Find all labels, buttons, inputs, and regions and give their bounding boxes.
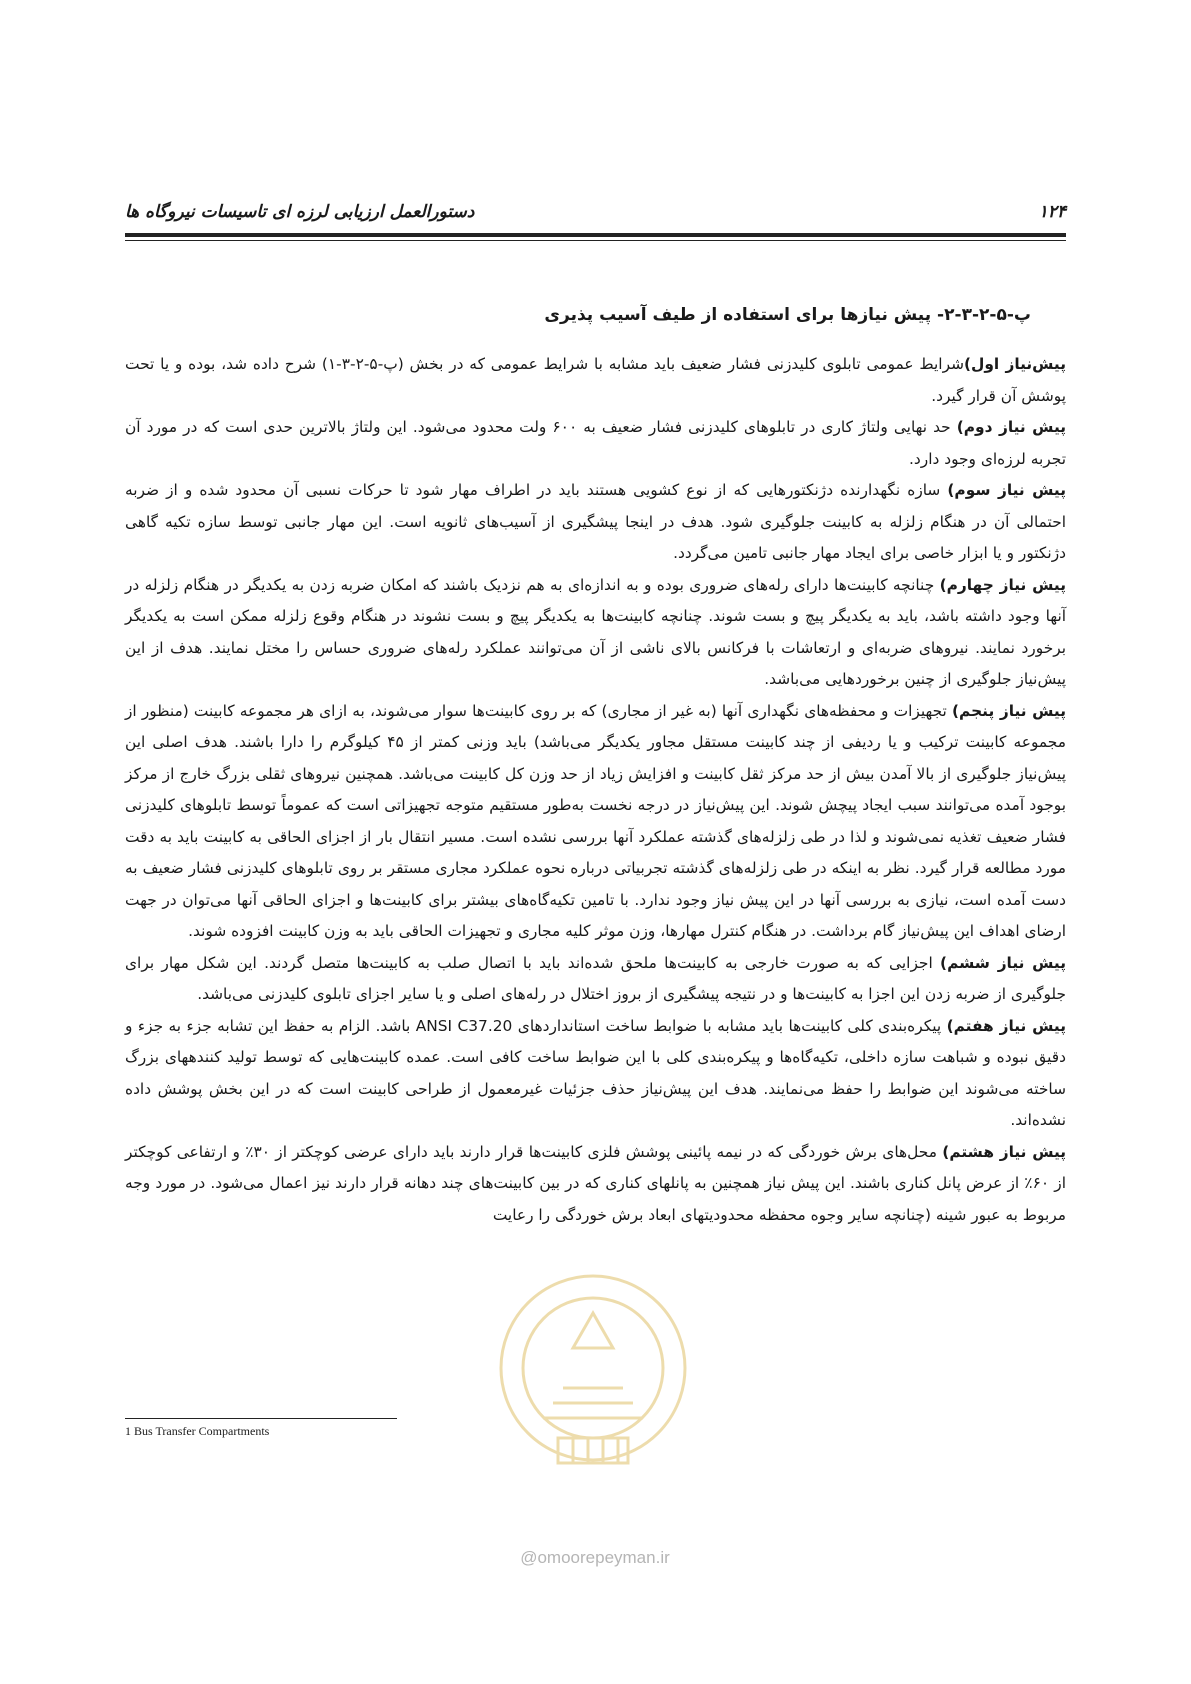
paragraph-text: تجهیزات و محفظه‌های نگهداری آنها (به غیر از مجاری) که بر روی کابینت‌ها سوار می‌شوند، به ازای هر مجموعه کابینت (منظور از مجموعه کابینت ترکیب و یا ردیفی از چند کابینت مستقل مجاور یکدیگر می‌باشد) باید وزنی کمتر از ۴۵ کیلوگرم را دارا باشند. هدف اصلی این پیش‌نیاز جلوگیری از بالا آمدن بیش از حد مرکز ثقل کابینت و افزایش زیاد از حد وزن کل کابینت می‌باشد. همچنین نیروهای ثقلی بزرگ خارج از مرکز بوجود آمده می‌توانند سبب ایجاد پیچش شوند. این پیش‌نیاز در درجه نخست به‌طور مستقیم متوجه تجهیزاتی است که عموماً توسط تابلوهای کلیدزنی فشار ضعیف تغذیه نمی‌شوند و لذا در طی زلزله‌های گذشته عملکرد آنها بررسی نشده است. مسیر انتقال بار از اجزای الحاقی به کابینت باید به دقت مورد مطالعه قرار گیرد. نظر به اینکه در طی زلزله‌های گذشته تجربیاتی درباره نحوه عملکرد مجاری مستقر بر روی تابلوهای کلیدزنی فشار ضعیف به دست آمده است، نیازی به بررسی آنها در این پیش نیاز وجود ندارد. با تامین تکیه‌گاه‌های بیشتر برای کابینت‌ها و اجزای الحاقی آنها می‌توان در جهت ارضای اهداف این پیش‌نیاز گام برداشت. در هنگام کنترل مهارها، وزن موثر کلیه مجاری و تجهیزات الحاقی باید به وزن کابینت افزوده شوند. [125,701,1066,940]
section-title: پ-۵-۲-۳-۲- پیش نیازها برای استفاده از طیف آسیب پذیری [544,305,1031,325]
paragraph-lead: پیش نیاز ششم) [940,953,1066,972]
paragraph-prerequisite-5 [125,696,1066,948]
paragraph-lead: پیش نیاز هشتم) [942,1142,1067,1161]
paragraph-lead: پیش نیاز پنجم) [951,701,1066,720]
paragraph-prerequisite-1 [125,349,1066,412]
paragraph-text: حد نهایی ولتاژ کاری در تابلوهای کلیدزنی فشار ضعیف به ۶۰۰ ولت محدود می‌شود. این ولتاژ بالاترین حدی است که در مورد آن تجربه لرزه‌ای وجود دارد. [125,418,1066,468]
paragraph-lead: پیش نیاز هفتم) [946,1016,1066,1035]
paragraph-lead: پیش نیاز چهارم) [939,575,1066,594]
paragraph-lead: پیش نیاز دوم) [956,418,1067,436]
paragraph-text: محل‌های برش خوردگی که در نیمه پائینی پوشش فلزی کابینت‌ها قرار دارند باید دارای عرضی کوچکتر از ۳۰٪ و ارتفاعی کوچکتر از ۶۰٪ از عرض پانل کناری باشند. این پیش نیاز همچنین به پانلهای کناری که در بین کابینت‌های چند دهانه قرار دارند نیز اعمال می‌شود. در مورد وجه مربوط به عبور شینه (چنانچه سایر وجوه محفظه محدودیتهای ابعاد برش خوردگی را رعایت [125,1142,1066,1224]
paragraph-text: سازه نگهدارنده دژنکتورهایی که از نوع کشویی هستند باید در اطراف مهار شود تا حرکات نسبی آن محدود شده و از ضربه احتمالی آن در هنگام زلزله به کابینت جلوگیری شود. هدف در اینجا پیشگیری از آسیب‌های ثانویه است. این مهار جانبی توسط سازه تکیه گاهی دژنکتور و یا ابزار خاصی برای ایجاد مهار جانبی تامین می‌گردد. [125,481,1066,562]
header-rule-thick [125,233,1066,237]
watermark-logo [468,1268,718,1478]
footnote: 1 Bus Transfer Compartments [125,1424,270,1438]
paragraph-text: پیکره‌بندی کلی کابینت‌ها باید مشابه با ضوابط ساخت استانداردهای ANSI C37.20 باشد. الزام به حفظ این تشابه جزء به جزء و دقیق نبوده و شباهت سازه داخلی، تکیه‌گاه‌ها و پیکره‌بندی کلی با این ضوابط ساخت کافی است. عمده کابینت‌هایی که توسط تولید کنندههای بزرگ ساخته می‌شوند این ضوابط را حفظ می‌نمایند. هدف این پیش‌نیاز حذف جزئیات غیرمعمول از طراحی کابینت است که در این بخش پوشش داده نشده‌اند. [125,1016,1066,1129]
paragraph-lead: پیش‌نیاز اول) [963,355,1066,373]
paragraph-lead: پیش نیاز سوم) [947,481,1066,499]
paragraph-text: اجزایی که به صورت خارجی به کابینت‌ها ملحق شده‌اند باید با اتصال صلب به کابینت‌ها متصل گردند. این شکل مهار برای جلوگیری از ضربه زدن این اجزا به کابینت‌ها و در نتیجه پیشگیری از بروز اختلال در رله‌های اصلی و یا سایر اجزای تابلوی کلیدزنی می‌باشد. [125,953,1066,1003]
paragraph-text: شرایط عمومی تابلوی کلیدزنی فشار ضعیف باید مشابه با شرایط عمومی که در بخش (پ-۵-۲-۳-۱) شرح داده شد، بوده و یا تحت پوشش آن قرار گیرد. [125,355,1066,405]
paragraph-prerequisite-3 [125,475,1066,570]
paragraph-text: چنانچه کابینت‌ها دارای رله‌های ضروری بوده و به اندازه‌ای به هم نزدیک باشند که امکان ضربه زدن به یکدیگر در هنگام زلزله در آنها وجود داشته باشد، باید به یکدیگر پیچ و بست شوند. چنانچه کابینت‌ها به یکدیگر پیچ و بست نشوند در هنگام وقوع زلزله ممکن است به یکدیگر برخورد نمایند. نیروهای ضربه‌ای و ارتعاشات با فرکانس بالای ناشی از آن می‌توانند عملکرد رله‌های ضروری حساس را مختل نمایند. هدف از این پیش‌نیاز جلوگیری از چنین برخوردهایی می‌باشد. [125,575,1066,688]
running-title: دستورالعمل ارزیابی لرزه ای تاسیسات نیروگاه ها [125,202,475,222]
header-rule-thin [125,240,1066,241]
paragraph-prerequisite-7 [125,1011,1066,1137]
running-header [125,202,1066,224]
paragraph-prerequisite-8 [125,1137,1066,1232]
main-content [125,304,1066,1231]
footnote-rule [125,1418,397,1419]
page-number: ۱۲۴ [1038,202,1066,222]
watermark-site: @omoorepeyman.ir [520,1548,670,1567]
paragraph-prerequisite-6 [125,948,1066,1011]
paragraph-prerequisite-4 [125,570,1066,696]
paragraph-prerequisite-2 [125,412,1066,475]
